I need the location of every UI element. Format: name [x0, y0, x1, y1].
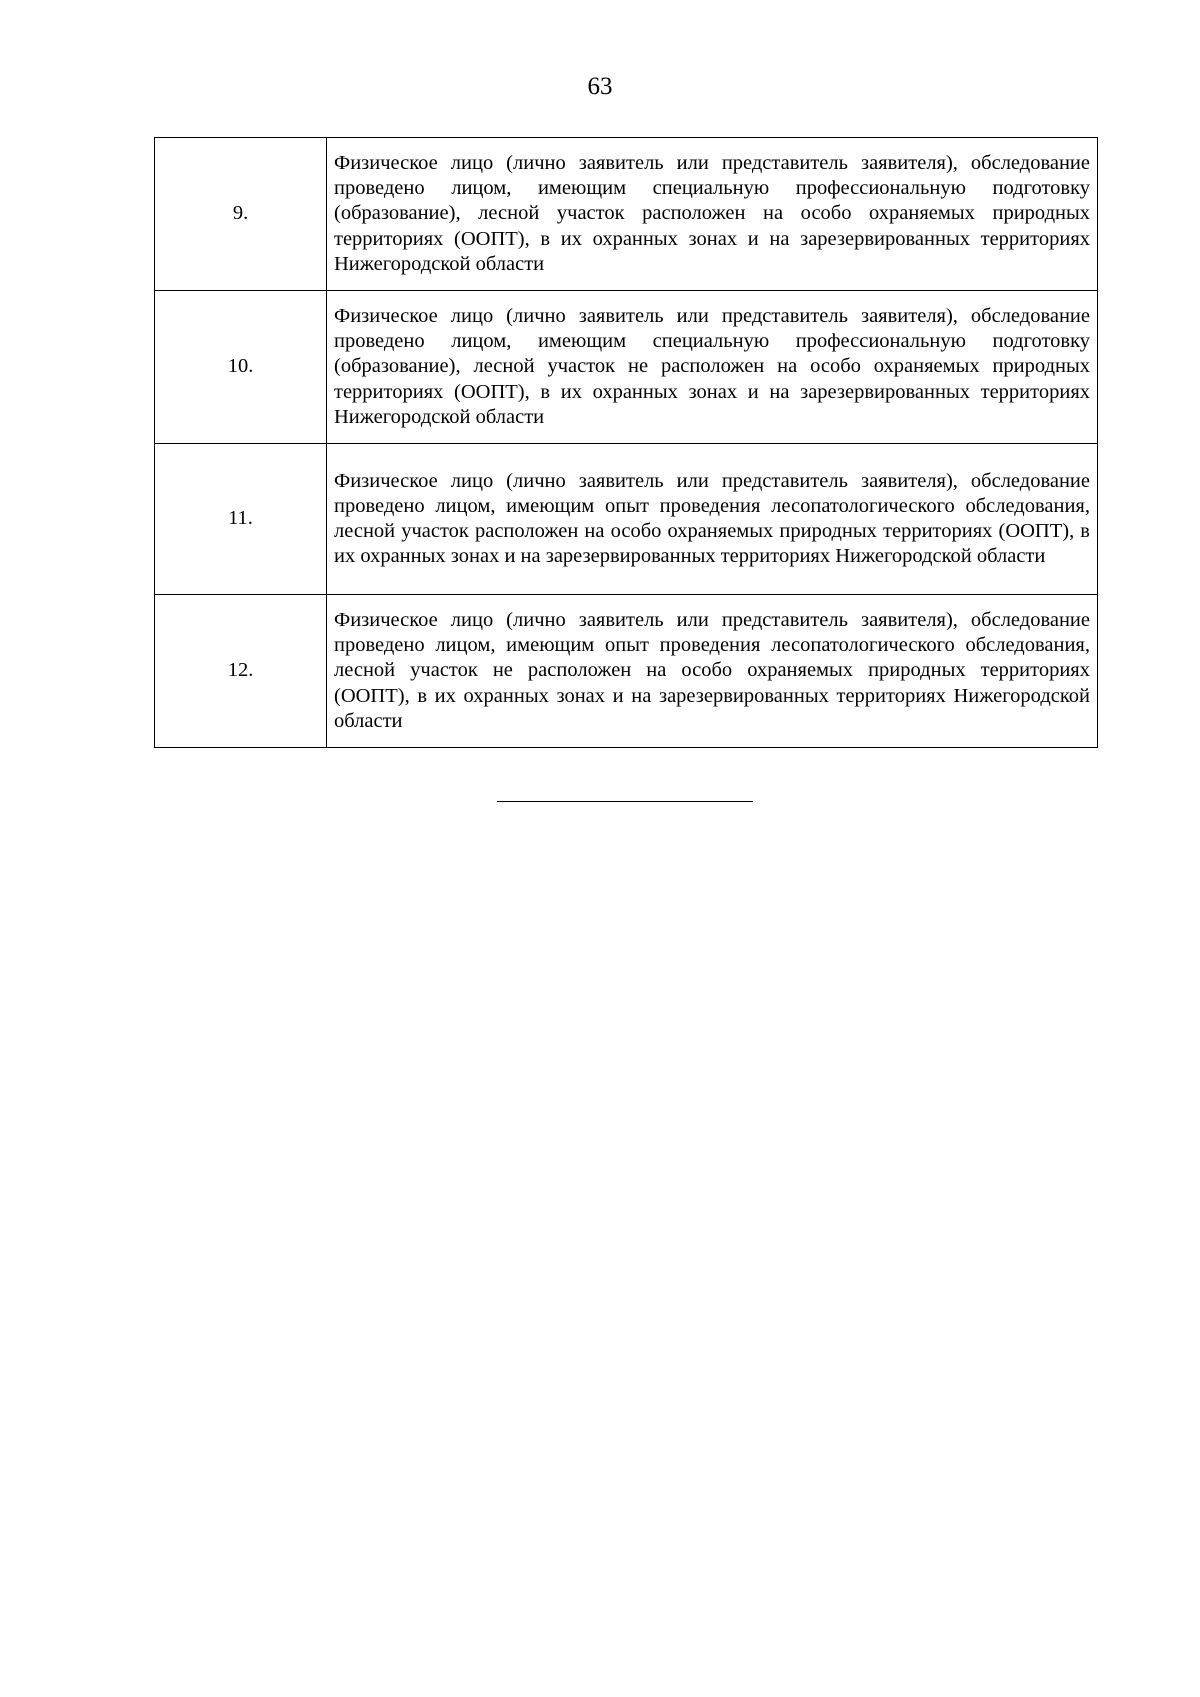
table-row [155, 138, 1098, 291]
row-number-cell: 9. [155, 138, 327, 291]
row-number-cell: 11. [155, 444, 327, 595]
row-number-cell: 10. [155, 291, 327, 444]
table-row [155, 291, 1098, 444]
row-number-cell: 12. [155, 595, 327, 748]
row-description-cell: Физическое лицо (лично заявитель или представитель заявителя), обследование проведено лицом, имеющим специальную профессиональную подготовку (образование), лесной участок расположен на особо охраняемых природных территориях (ООПТ), в их охранных зонах и на зарезервированных территориях Нижегородской области [327, 138, 1098, 291]
row-description-cell: Физическое лицо (лично заявитель или представитель заявителя), обследование проведено лицом, имеющим специальную профессиональную подготовку (образование), лесной участок не расположен на особо охраняемых природных территориях (ООПТ), в их охранных зонах и на зарезервированных территориях Нижегородской области [327, 291, 1098, 444]
row-description-cell: Физическое лицо (лично заявитель или представитель заявителя), обследование проведено лицом, имеющим опыт проведения лесопатологического обследования, лесной участок расположен на особо охраняемых природных территориях (ООПТ), в их охранных зонах и на зарезервированных территориях Нижегородской области [327, 444, 1098, 595]
end-divider-line [497, 801, 753, 802]
conditions-table [154, 137, 1098, 748]
table-row [155, 444, 1098, 595]
page-number: 63 [587, 73, 613, 100]
row-description-cell: Физическое лицо (лично заявитель или представитель заявителя), обследование проведено лицом, имеющим опыт проведения лесопатологического обследования, лесной участок не расположен на особо охраняемых природных территориях (ООПТ), в их охранных зонах и на зарезервированных территориях Нижегородской области [327, 595, 1098, 748]
table-row [155, 595, 1098, 748]
